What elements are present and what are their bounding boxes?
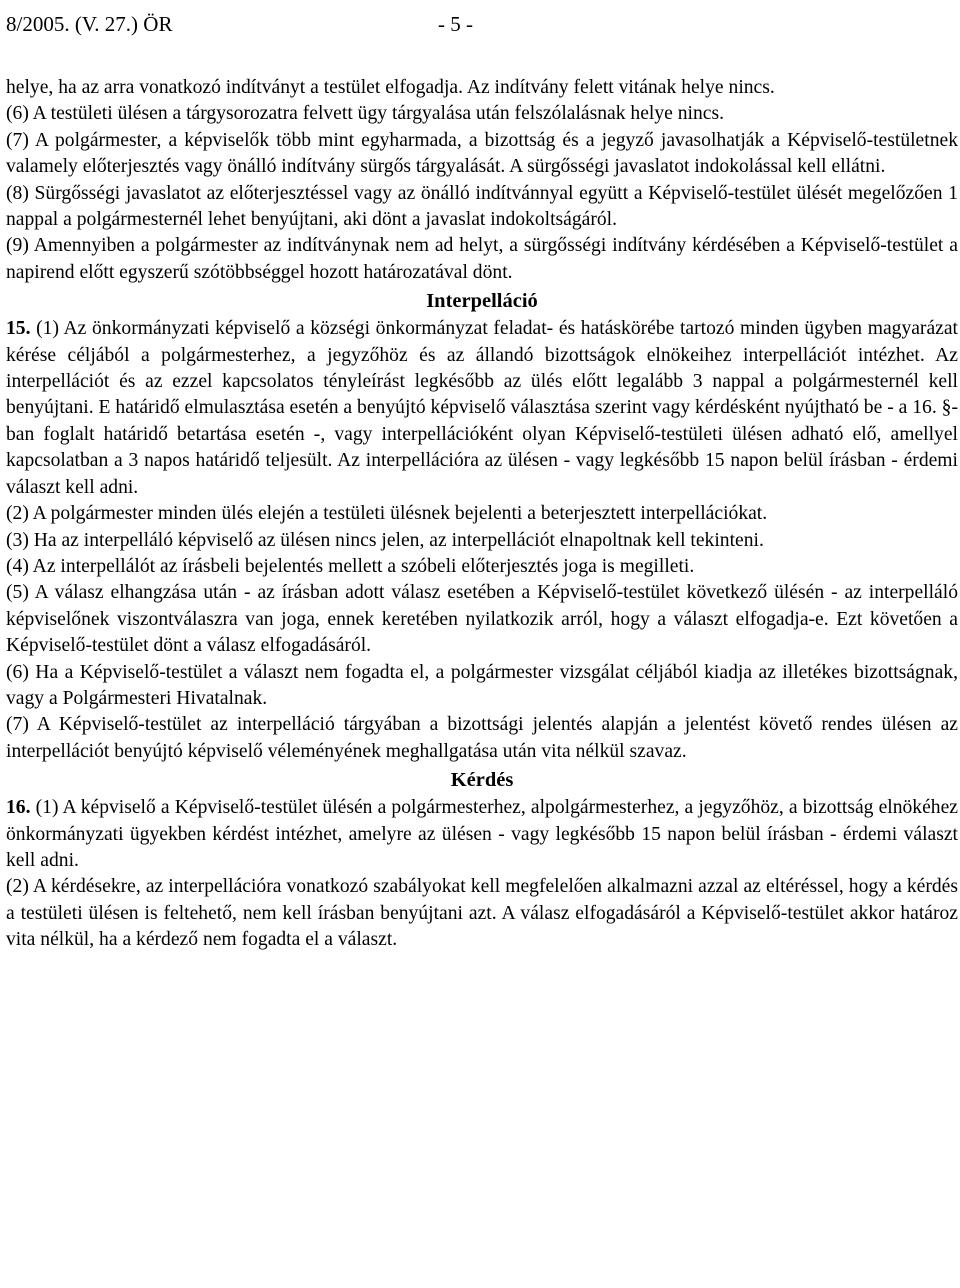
paragraph: (6) A testületi ülésen a tárgysorozatra felvett ügy tárgyalása után felszólalásnak helye nincs. <box>6 103 725 125</box>
paragraph: (7) A Képviselő-testület az interpelláció tárgyában a bizottsági jelentés alapján a jelentést követő rendes ülésen az interpellációt benyújtó képviselő véleményének meghallgatása után vita nélkül szavaz. <box>6 714 958 762</box>
paragraph: (9) Amennyiben a polgármester az indítványnak nem ad helyt, a sürgősségi indítvány kérdésében a Képviselő-testület a napirend előtt egyszerű szótöbbséggel hozott határozatával dönt. <box>6 235 958 283</box>
paragraph: helye, ha az arra vonatkozó indítványt a testület elfogadja. Az indítvány felett vitának helye nincs. <box>6 77 775 98</box>
paragraph-text: (1) Az önkormányzati képviselő a községi önkormányzat feladat- és hatáskörébe tartozó minden ügyben magyarázat kérése céljából a polgármesterhez, a jegyzőhöz és az állandó bizottságok elnökeihez interpellációt intézhet. Az interpellációt és az ezzel kapcsolatos tényleírást legkésőbb az ülés előtt legalább 3 nappal a polgármesternél kell benyújtani. E határidő elmulasztása esetén a benyújtó képviselő választása szerint vagy kérdésként nyújtható be - a 16. §-ban foglalt határidő betartása esetén -, vagy interpellációként olyan Képviselő-testületi ülésen adható elő, amellyel kapcsolatban a 3 napos határidő teljesült. Az interpellációra az ülésen - vagy legkésőbb 15 napon belül írásban - érdemi választ kell adni. <box>6 318 958 498</box>
paragraph: (3) Ha az interpelláló képviselő az ülésen nincs jelen, az interpellációt elnapoltnak kell tekinteni. <box>6 529 764 551</box>
page-number: - 5 - <box>438 12 473 36</box>
paragraph: (2) A kérdésekre, az interpellációra vonatkozó szabályokat kell megfelelően alkalmazni azzal az eltéréssel, hogy a kérdés a testületi ülésen is feltehető, nem kell írásban benyújtani azt. A válasz elfogadásáról a Képviselő-testület akkor határoz vita nélkül, ha a kérdező nem fogadta el a választ. <box>6 876 958 951</box>
document-page <box>6 0 958 1288</box>
paragraph: (2) A polgármester minden ülés elején a testületi ülésnek bejelenti a beterjesztett interpellációkat. <box>6 503 768 525</box>
paragraph-text: (1) A képviselő a Képviselő-testület ülésén a polgármesterhez, alpolgármesterhez, a jegyzőhöz, a bizottság elnökéhez önkormányzati ügyekben kérdést intézhet, amelyre az ülésen - vagy legkésőbb 15 napon belül írásban - érdemi választ kell adni. <box>6 797 958 871</box>
paragraph: (4) Az interpellálót az írásbeli bejelentés mellett a szóbeli előterjesztés joga is megilleti. <box>6 555 695 577</box>
decree-reference: 8/2005. (V. 27.) ÖR <box>6 12 173 36</box>
paragraph: (7) A polgármester, a képviselők több mint egyharmada, a bizottság és a jegyző javasolhatják a Képviselő-testületnek valamely előterjesztés vagy önálló indítvány sürgős tárgyalását. A sürgősségi javaslatot indokolással kell ellátni. <box>6 129 958 178</box>
paragraph: (5) A válasz elhangzása után - az írásban adott válasz esetében a Képviselő-testület következő ülésén - az interpelláló képviselőnek viszontválaszra van joga, ennek keretében nyilatkozik arról, hogy a választ elfogadja-e. Ezt követően a Képviselő-testület dönt a válasz elfogadásáról. <box>6 582 958 657</box>
paragraph: (6) Ha a Képviselő-testület a választ nem fogadta el, a polgármester vizsgálat céljából kiadja az illetékes bizottságnak, vagy a Polgármesteri Hivatalnak. <box>6 661 958 709</box>
section-15-first-paragraph <box>6 316 958 501</box>
section-16-first-paragraph <box>6 795 958 874</box>
page-header <box>6 9 958 39</box>
section-number: 16. <box>6 797 31 819</box>
section-number: 15. <box>6 318 31 340</box>
paragraph: (8) Sürgősségi javaslatot az előterjesztéssel vagy az önálló indítvánnyal együtt a Képviselő-testület ülését megelőzően 1 nappal a polgármesternél lehet benyújtani, aki dönt a javaslat indokoltságáról. <box>6 182 958 231</box>
document-body <box>6 75 958 954</box>
section-heading-kerdes: Kérdés <box>450 769 514 792</box>
section-heading-interpellacio: Interpelláció <box>426 290 538 313</box>
